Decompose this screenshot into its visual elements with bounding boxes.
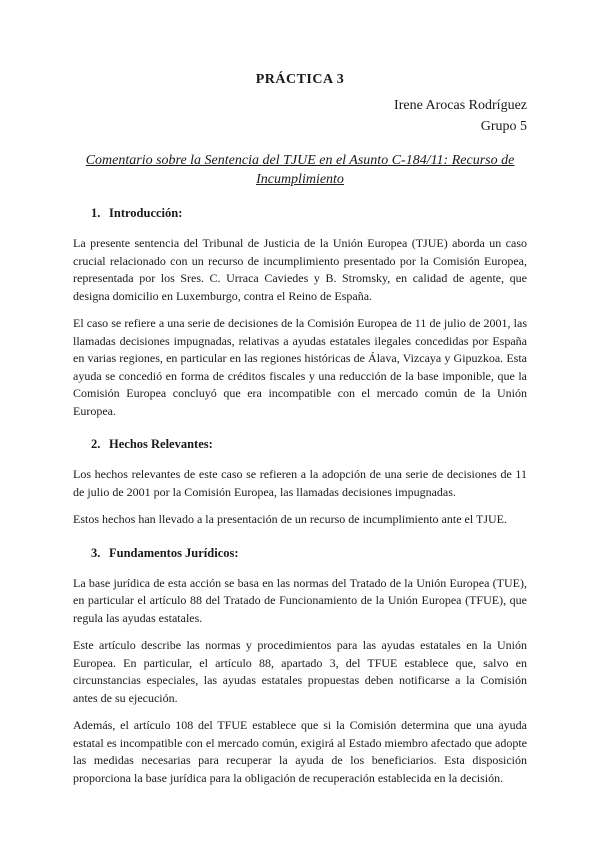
- paragraph: Este artículo describe las normas y procedimientos para las ayudas estatales en la Unión Europea. En particular, el artículo 88, apartado 3, del TFUE establece que, salvo en circunstancias especiales, las ayudas estatales propuestas deben notificarse a la Comisión antes de su ejecución.: [73, 638, 527, 705]
- section-hechos-relevantes: [73, 437, 527, 529]
- paragraph: La presente sentencia del Tribunal de Justicia de la Unión Europea (TJUE) aborda un caso crucial relacionado con un recurso de incumplimiento presentado por la Comisión Europea, representada por los Sres. C. Urraca Caviedes y B. Stromsky, en calidad de agente, que designa domicilio en Luxemburgo, contra el Reino de España.: [73, 236, 527, 303]
- document-title: PRÁCTICA 3: [255, 72, 345, 87]
- section-number: 1.: [91, 206, 101, 220]
- section-number: 2.: [91, 437, 101, 451]
- author-block: [73, 95, 527, 137]
- section-title: Fundamentos Jurídicos:: [109, 545, 239, 560]
- group-label: Grupo 5: [480, 119, 527, 134]
- section-number: 3.: [91, 545, 101, 560]
- section-title: Introducción:: [109, 206, 183, 220]
- author-name: Irene Arocas Rodríguez: [394, 98, 527, 113]
- document-subtitle: Comentario sobre la Sentencia del TJUE en el Asunto C-184/11: Recurso de Incumplimiento: [85, 153, 515, 187]
- paragraph: Los hechos relevantes de este caso se refieren a la adopción de una serie de decisiones de 11 de julio de 2001 por la Comisión Europea, las llamadas decisiones impugnadas.: [73, 467, 527, 499]
- section-heading: [91, 437, 527, 452]
- section-fundamentos-juridicos: [73, 546, 527, 788]
- section-heading: [91, 206, 527, 221]
- paragraph: Estos hechos han llevado a la presentación de un recurso de incumplimiento ante el TJUE.: [73, 512, 507, 526]
- section-introduccion: [73, 206, 527, 420]
- paragraph: La base jurídica de esta acción se basa en las normas del Tratado de la Unión Europea (TUE), en particular el artículo 88 del Tratado de Funcionamiento de la Unión Europea (TFUE), que regula las ayudas estatales.: [73, 575, 527, 625]
- paragraph: Además, el artículo 108 del TFUE establece que si la Comisión determina que una ayuda estatal es incompatible con el mercado común, exigirá al Estado miembro afectado que adopte las medidas necesarias para recuperar la ayuda de los beneficiarios. Esta disposición proporciona la base jurídica para la obligación de recuperación establecida en la decisión.: [73, 718, 527, 785]
- paragraph: El caso se refiere a una serie de decisiones de la Comisión Europea de 11 de julio de 2001, las llamadas decisiones impugnadas, relativas a ayudas estatales ilegales concedidas por España en varias regiones, en particular en las regiones históricas de Álava, Vizcaya y Gipuzkoa. Esta ayuda se concedió en forma de créditos fiscales y una reducción de la base imponible, que la Comisión Europea concluyó que era incompatible con el mercado común de la Unión Europea.: [73, 316, 527, 418]
- section-title: Hechos Relevantes:: [109, 437, 213, 451]
- section-heading: [91, 546, 527, 561]
